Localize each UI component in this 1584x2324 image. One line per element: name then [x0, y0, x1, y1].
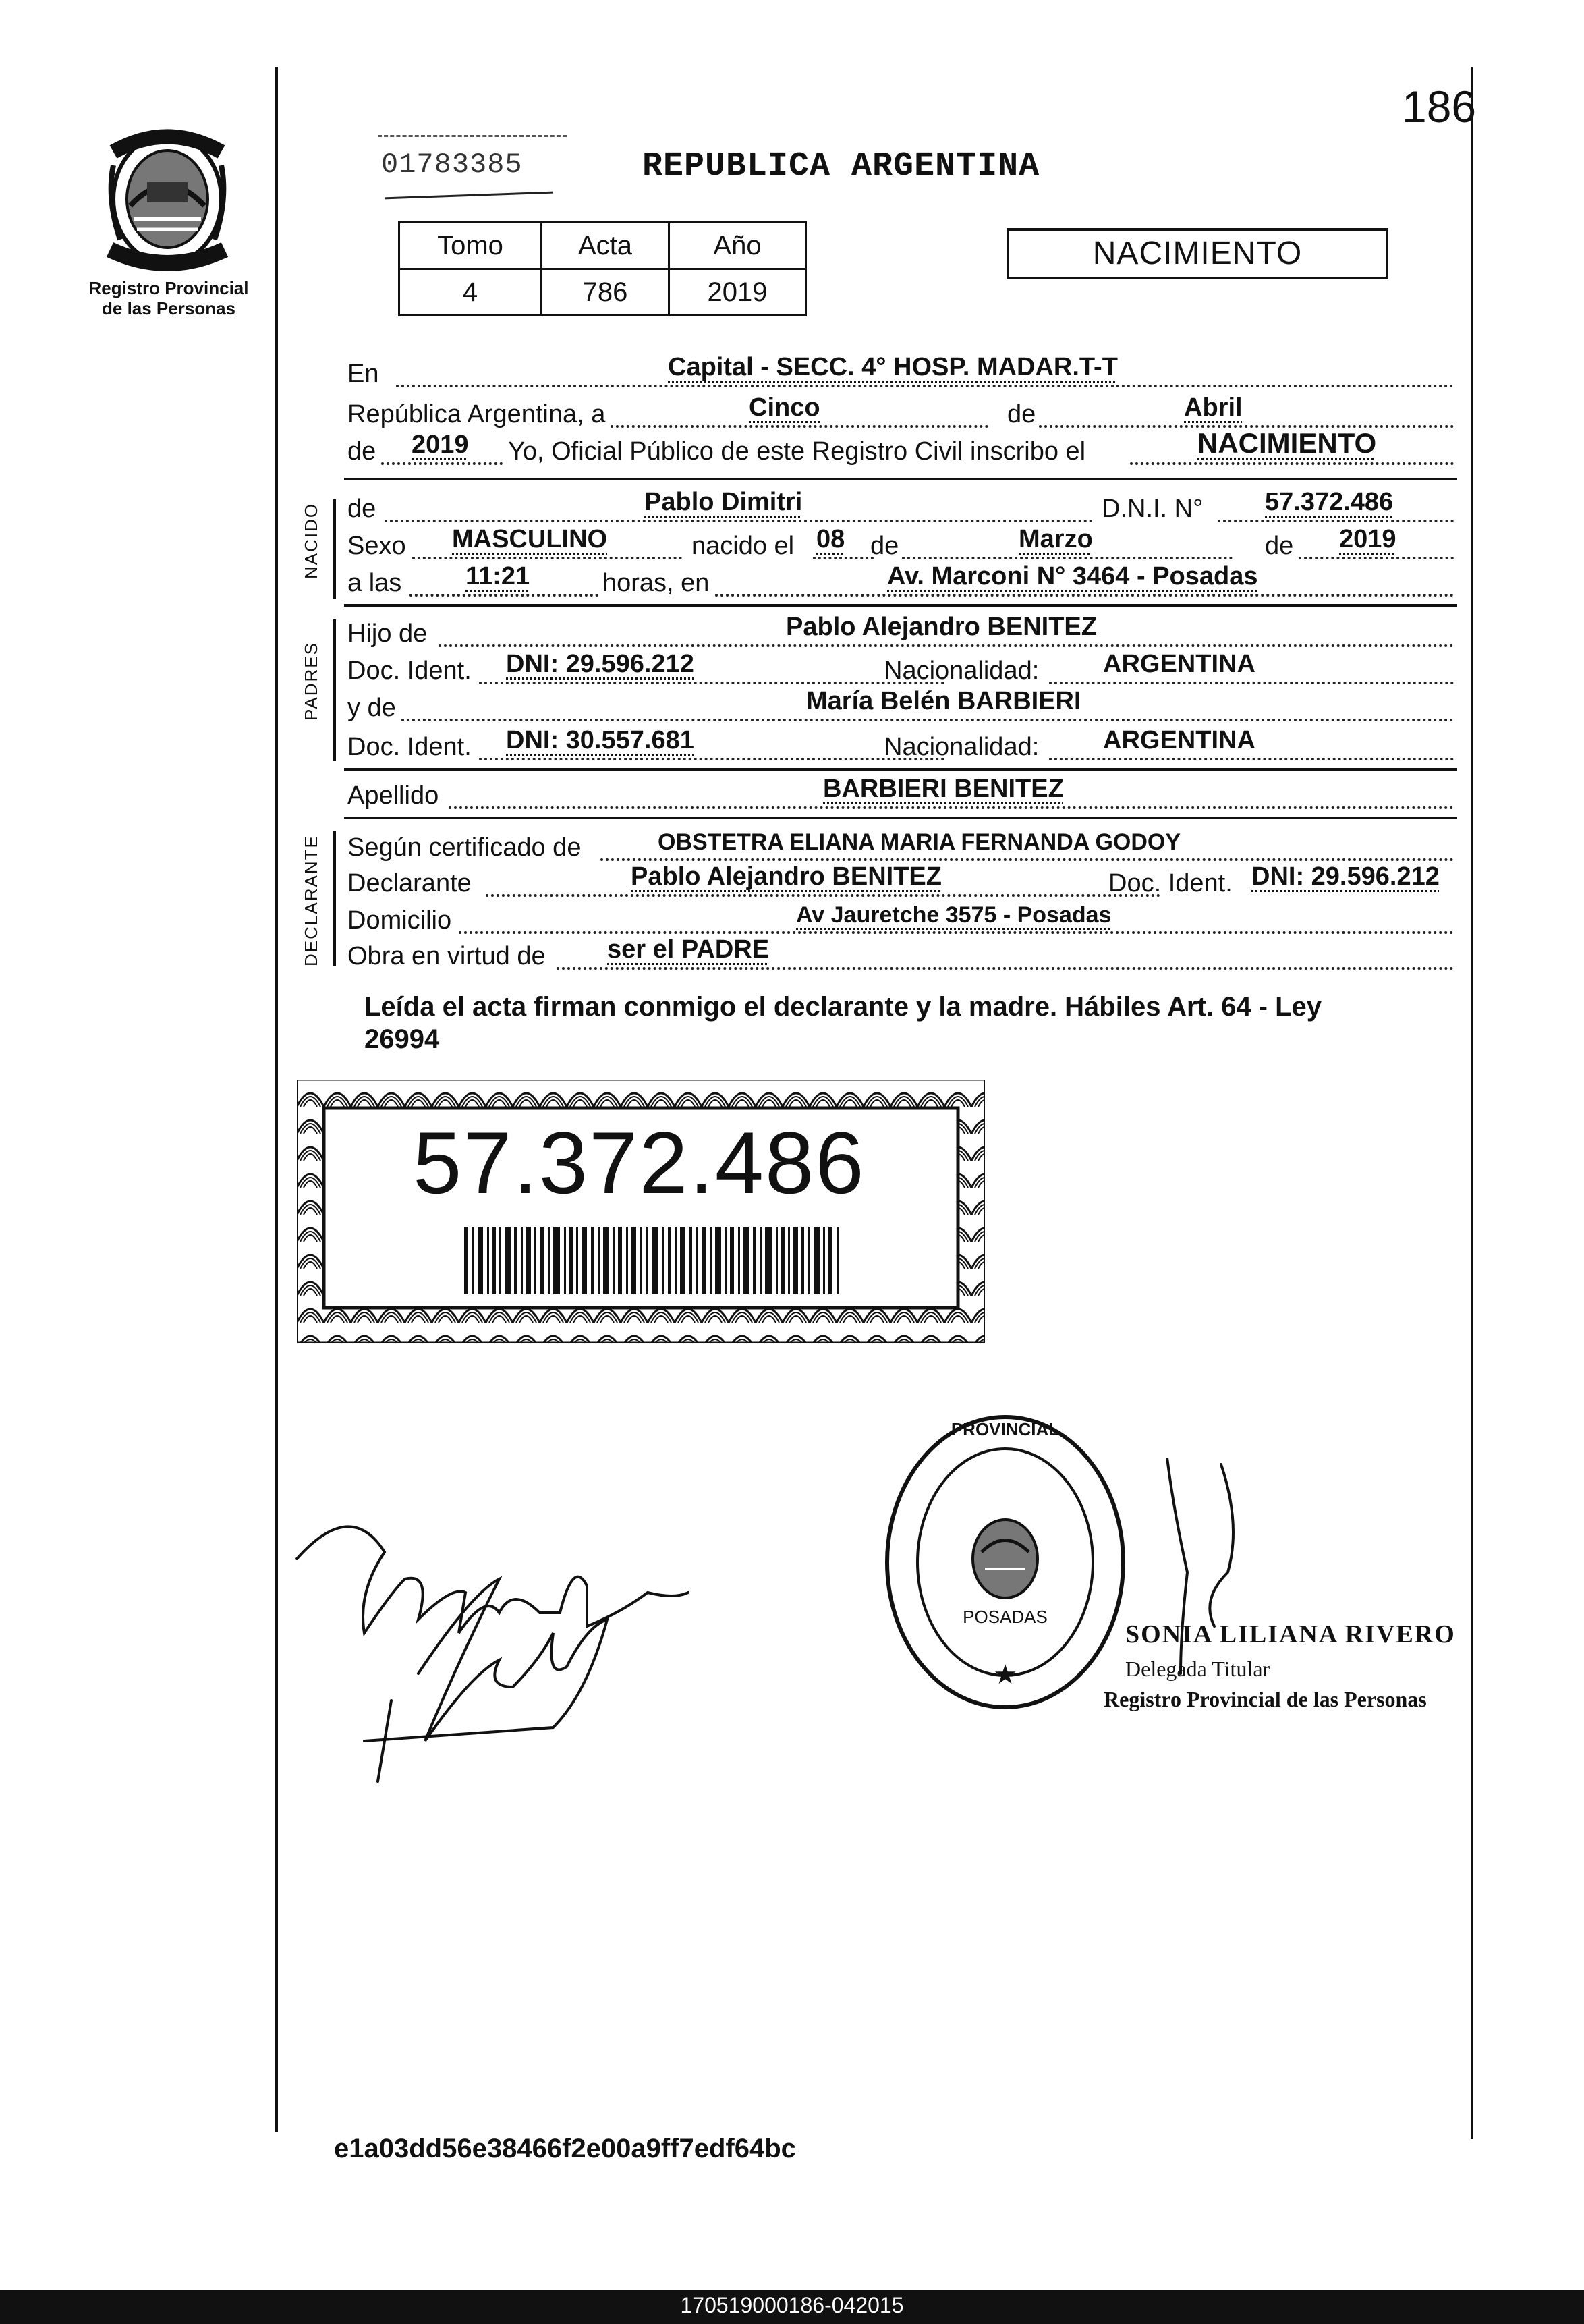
closing-line1: Leída el acta firman conmigo el declarante y la madre. Hábiles Art. 64 - Ley: [364, 992, 1322, 1022]
right-margin-line: [1471, 67, 1473, 2139]
dots-dia: [813, 557, 874, 559]
value-lugar: Av. Marconi N° 3464 - Posadas: [887, 562, 1258, 590]
page-number: 186: [1402, 82, 1477, 132]
svg-text:PROVINCIAL: PROVINCIAL: [951, 1419, 1060, 1439]
value-hora: 11:21: [465, 562, 530, 590]
rule-top: [344, 478, 1457, 480]
signatory-role: Delegada Titular: [1125, 1657, 1270, 1681]
dots-padre: [439, 644, 1454, 647]
value-declarante: Pablo Alejandro BENITEZ: [631, 862, 942, 891]
label-en: En: [347, 360, 379, 388]
value-nac-padre: ARGENTINA: [1103, 650, 1255, 678]
dots-domicilio: [459, 931, 1454, 934]
row-obra: [347, 935, 1454, 974]
label-dni: D.N.I. N°: [1102, 495, 1204, 523]
value-certificado: OBSTETRA ELIANA MARIA FERNANDA GODOY: [658, 829, 1181, 855]
dots-nac-madre: [1049, 758, 1454, 760]
dots-certificado: [600, 858, 1454, 861]
registry-table: [398, 221, 807, 316]
row-apellido: [347, 775, 1454, 813]
dots-hora: [409, 594, 598, 597]
registry-table-value-row: [399, 269, 806, 316]
dots-mes: [902, 557, 1233, 559]
logo-caption-line2: de las Personas: [102, 298, 235, 319]
side-label-nacido: NACIDO: [301, 502, 321, 579]
footer-code: 170519000186-042015: [680, 2293, 904, 2317]
dots-apellido: [449, 806, 1454, 809]
value-year: 2019: [412, 431, 469, 459]
dots-madre: [401, 719, 1454, 721]
rule-nacido: [344, 604, 1457, 607]
value-anio: 2019: [669, 269, 806, 316]
row-anio: [347, 427, 1454, 469]
value-doc-madre: DNI: 30.557.681: [506, 726, 694, 754]
label-inscribo: Yo, Oficial Público de este Registro Civil inscribo el: [508, 437, 1086, 466]
value-child-name: Pablo Dimitri: [644, 488, 803, 516]
document-hash: e1a03dd56e38466f2e00a9ff7edf64bc: [334, 2134, 796, 2163]
value-obra: ser el PADRE: [607, 935, 770, 964]
label-de-year: de: [347, 437, 376, 466]
value-mes: Marzo: [1019, 525, 1093, 553]
value-en: Capital - SECC. 4° HOSP. MADAR.T-T: [668, 353, 1118, 381]
dots-doc-padre: [479, 682, 944, 684]
value-acta: 786: [542, 269, 669, 316]
header-anio: Año: [669, 223, 806, 269]
serial-underline: [385, 192, 553, 200]
barcode: [464, 1227, 842, 1294]
label-declarante: Declarante: [347, 869, 472, 897]
row-en: [347, 353, 1454, 391]
serial-number: 01783385: [381, 148, 523, 181]
row-doc-padre: [347, 650, 1454, 688]
row-nacido-de: [347, 488, 1454, 526]
svg-text:POSADAS: POSADAS: [963, 1607, 1048, 1627]
label-nac-madre: Nacionalidad:: [884, 733, 1040, 761]
label-sexo: Sexo: [347, 532, 406, 560]
label-de-mes: de: [870, 532, 899, 560]
row-hora: [347, 562, 1454, 601]
signatory-name: SONIA LILIANA RIVERO: [1125, 1620, 1456, 1649]
serial-dash-line: [378, 135, 567, 139]
value-tomo: 4: [399, 269, 542, 316]
value-domicilio: Av Jauretche 3575 - Posadas: [796, 902, 1112, 928]
label-y-de: y de: [347, 694, 396, 722]
value-doc-declarante: DNI: 29.596.212: [1251, 862, 1440, 891]
label-doc-declarante: Doc. Ident.: [1108, 869, 1233, 897]
rule-apellido: [344, 817, 1457, 819]
misiones-coat-of-arms-logo: [100, 125, 235, 273]
value-madre: María Belén BARBIERI: [806, 687, 1081, 715]
value-padre: Pablo Alejandro BENITEZ: [786, 613, 1097, 641]
logo-caption-line1: Registro Provincial: [88, 278, 249, 298]
label-horas-en: horas, en: [602, 569, 710, 597]
row-doc-madre: [347, 726, 1454, 765]
closing-line2: 26994: [364, 1024, 440, 1054]
row-declarante: [347, 862, 1454, 901]
value-dia: 08: [816, 525, 845, 553]
label-de-anio: de: [1265, 532, 1294, 560]
label-de-name: de: [347, 495, 376, 523]
value-day: Cinco: [749, 393, 820, 422]
row-sexo: [347, 525, 1454, 563]
row-hijo-de: [347, 613, 1454, 651]
closing-text: [364, 991, 1444, 1055]
row-y-de: [347, 687, 1454, 725]
dots-year: [381, 462, 503, 465]
label-doc-padre: Doc. Ident.: [347, 657, 472, 685]
dots-en: [396, 385, 1454, 387]
dots-sexo: [412, 557, 682, 559]
label-hijo-de: Hijo de: [347, 619, 428, 648]
dots-name: [385, 520, 1093, 522]
padres-bracket: [333, 619, 336, 761]
dots-dni: [1218, 520, 1454, 522]
document-type-box: NACIMIENTO: [1007, 228, 1388, 279]
label-obra: Obra en virtud de: [347, 942, 546, 970]
value-child-dni: 57.372.486: [1265, 488, 1394, 516]
row-certificado: [347, 831, 1454, 865]
label-apellido: Apellido: [347, 781, 439, 810]
dots-tipo: [1130, 462, 1454, 465]
sticker-dni-number: 57.372.486: [413, 1113, 866, 1212]
value-doc-padre: DNI: 29.596.212: [506, 650, 694, 678]
page-title: REPUBLICA ARGENTINA: [642, 147, 1040, 186]
value-month: Abril: [1184, 393, 1243, 422]
label-certificado: Según certificado de: [347, 833, 582, 862]
dots-lugar: [715, 594, 1454, 597]
value-sexo: MASCULINO: [452, 525, 608, 553]
side-label-declarante: DECLARANTE: [301, 835, 321, 966]
row-domicilio: [347, 904, 1454, 938]
label-republica: República Argentina, a: [347, 400, 606, 428]
label-doc-madre: Doc. Ident.: [347, 733, 472, 761]
value-apellido: BARBIERI BENITEZ: [823, 775, 1064, 803]
dots-doc-madre: [479, 758, 944, 760]
rule-padres: [344, 768, 1457, 771]
header-acta: Acta: [542, 223, 669, 269]
dots-declarante: [486, 894, 1160, 897]
logo-caption: [67, 278, 270, 319]
value-anio-nac: 2019: [1339, 525, 1396, 553]
header-tomo: Tomo: [399, 223, 542, 269]
registry-table-header-row: [399, 223, 806, 269]
label-a-las: a las: [347, 569, 402, 597]
label-de-month: de: [1007, 400, 1036, 428]
dots-day: [611, 425, 988, 428]
label-domicilio: Domicilio: [347, 906, 452, 935]
nacido-bracket: [333, 499, 336, 599]
side-label-padres: PADRES: [301, 642, 321, 721]
value-tipo: NACIMIENTO: [1197, 427, 1377, 459]
svg-text:★: ★: [993, 1660, 1017, 1690]
dots-anio: [1299, 557, 1454, 559]
dots-obra: [557, 967, 1454, 970]
label-nacido-el: nacido el: [691, 532, 795, 560]
signatory-organization: Registro Provincial de las Personas: [1104, 1687, 1427, 1711]
dots-nac-padre: [1049, 682, 1454, 684]
declarante-bracket: [333, 831, 336, 966]
value-nac-madre: ARGENTINA: [1103, 726, 1255, 754]
label-nac-padre: Nacionalidad:: [884, 657, 1040, 685]
